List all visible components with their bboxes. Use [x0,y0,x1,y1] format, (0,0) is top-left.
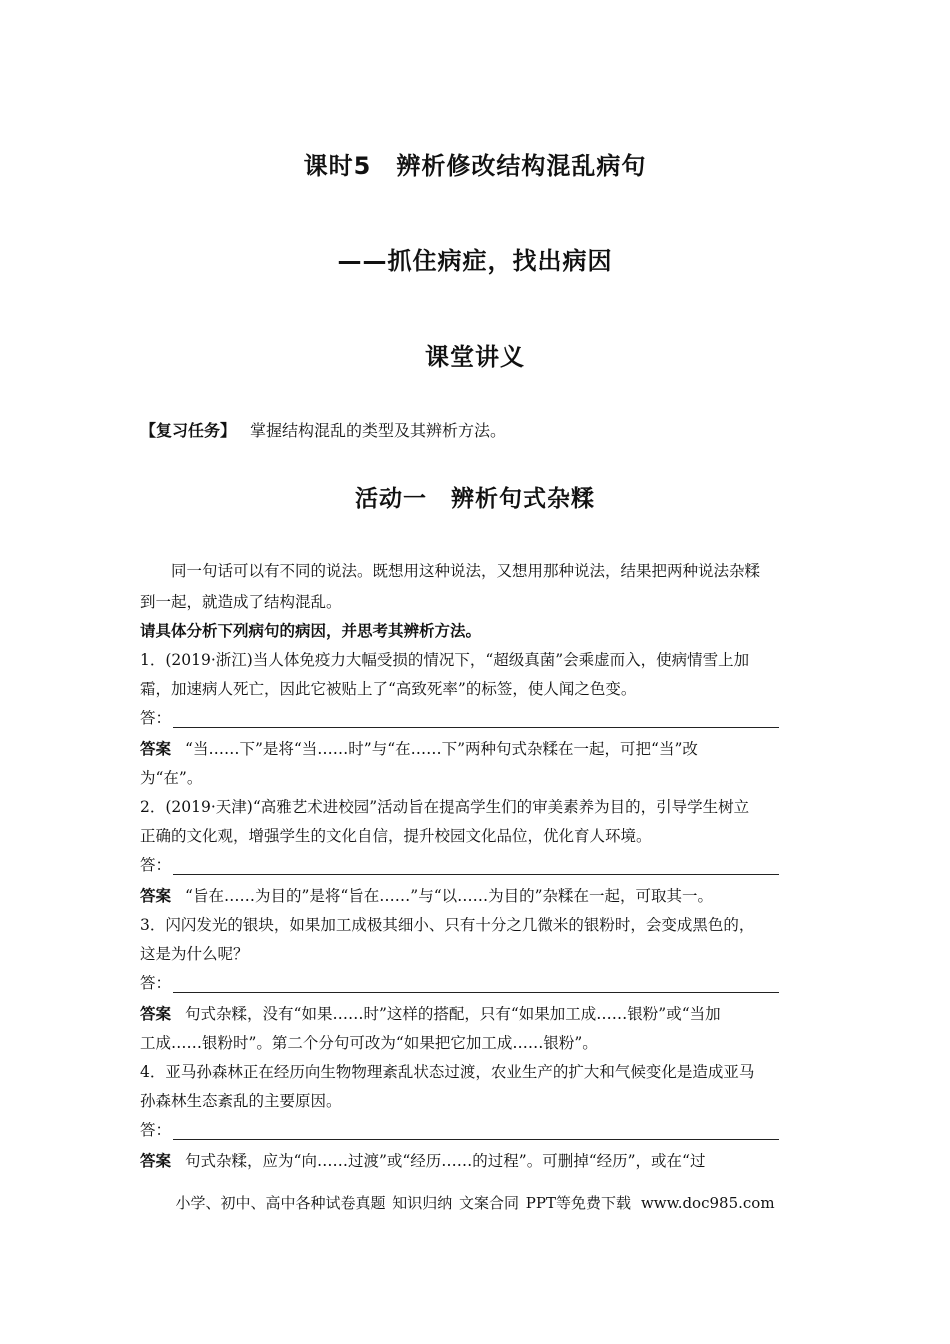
footer-text: 小学、初中、高中各种试卷真题 知识归纳 文案合同 PPT等免费下载 [175,1194,631,1212]
review-task [140,418,506,441]
question-1-line-1: 1．(2019·浙江)当人体免疫力大幅受损的情况下，“超级真菌”会乘虚而入，使病情雪上加 [140,651,750,669]
answer-label: 答案 [140,887,172,905]
answer-label: 答案 [140,1152,172,1170]
instruction-text: 请具体分析下列病句的病因，并思考其辨析方法。 [140,622,482,640]
answer-prompt: 答： [140,1121,172,1139]
question-3-line-1: 3．闪闪发光的银块，如果加工成极其细小、只有十分之几微米的银粉时，会变成黑色的， [140,916,755,934]
question-3-answer-line-2: 工成……银粉时”。第二个分句可改为“如果把它加工成……银粉”。 [140,1034,598,1052]
question-3-answer-line-1 [140,1002,812,1024]
answer-text: 句式杂糅，应为“向……过渡”或“经历……的过程”。可删掉“经历”，或在“过 [185,1152,706,1170]
activity-title: 活动一 辨析句式杂糅 [355,486,595,512]
intro-line-1: 同一句话可以有不同的说法。既想用这种说法，又想用那种说法，结果把两种说法杂糅 [140,562,761,580]
answer-rule [173,711,779,728]
question-1-answer-blank[interactable] [140,706,779,728]
question-2-line-2: 正确的文化观，增强学生的文化自信，提升校园文化品位，优化育人环境。 [140,827,652,845]
question-2-answer-blank[interactable] [140,853,779,875]
answer-prompt: 答： [140,709,172,727]
question-3-line-2: 这是为什么呢？ [140,945,249,963]
question-4-line-1: 4．亚马孙森林正在经历向生物物理紊乱状态过渡，农业生产的扩大和气候变化是造成亚马 [140,1063,755,1081]
answer-text: “旨在……为目的”是将“旨在……”与“以……为目的”杂糅在一起，可取其一。 [185,887,714,905]
answer-label: 答案 [140,740,172,758]
answer-prompt: 答： [140,856,172,874]
intro-line-2: 到一起，就造成了结构混乱。 [140,593,342,611]
answer-prompt: 答： [140,974,172,992]
question-1-answer-line-1 [140,737,812,759]
review-task-text: 掌握结构混乱的类型及其辨析方法。 [250,421,507,440]
footer-website-link[interactable]: www.doc985.com [640,1194,775,1212]
question-2-line-1: 2．(2019·天津)“高雅艺术进校园”活动旨在提高学生们的审美素养为目的，引导学生树立 [140,798,750,816]
question-3-answer-blank[interactable] [140,971,779,993]
question-4-line-2: 孙森林生态紊乱的主要原因。 [140,1092,342,1110]
question-1-line-2: 霜，加速病人死亡，因此它被贴上了“高致死率”的标签，使人闻之色变。 [140,680,637,698]
question-4-answer-line-1 [140,1149,812,1171]
lesson-title: 课时5 辨析修改结构混乱病句 [303,152,647,180]
question-2-answer-line-1 [140,884,812,906]
answer-rule [173,976,779,993]
section-heading: 课堂讲义 [425,343,525,371]
answer-rule [173,858,779,875]
answer-text: “当……下”是将“当……时”与“在……下”两种句式杂糅在一起，可把“当”改 [185,740,698,758]
question-1-answer-line-2: 为“在”。 [140,769,203,787]
review-task-tag: 【复习任务】 [140,421,237,440]
answer-rule [173,1123,779,1140]
lesson-subtitle: ——抓住病症，找出病因 [337,247,613,275]
answer-label: 答案 [140,1005,172,1023]
page-footer [0,1192,950,1213]
question-4-answer-blank[interactable] [140,1118,779,1140]
answer-text: 句式杂糅，没有“如果……时”这样的搭配，只有“如果加工成……银粉”或“当加 [185,1005,721,1023]
